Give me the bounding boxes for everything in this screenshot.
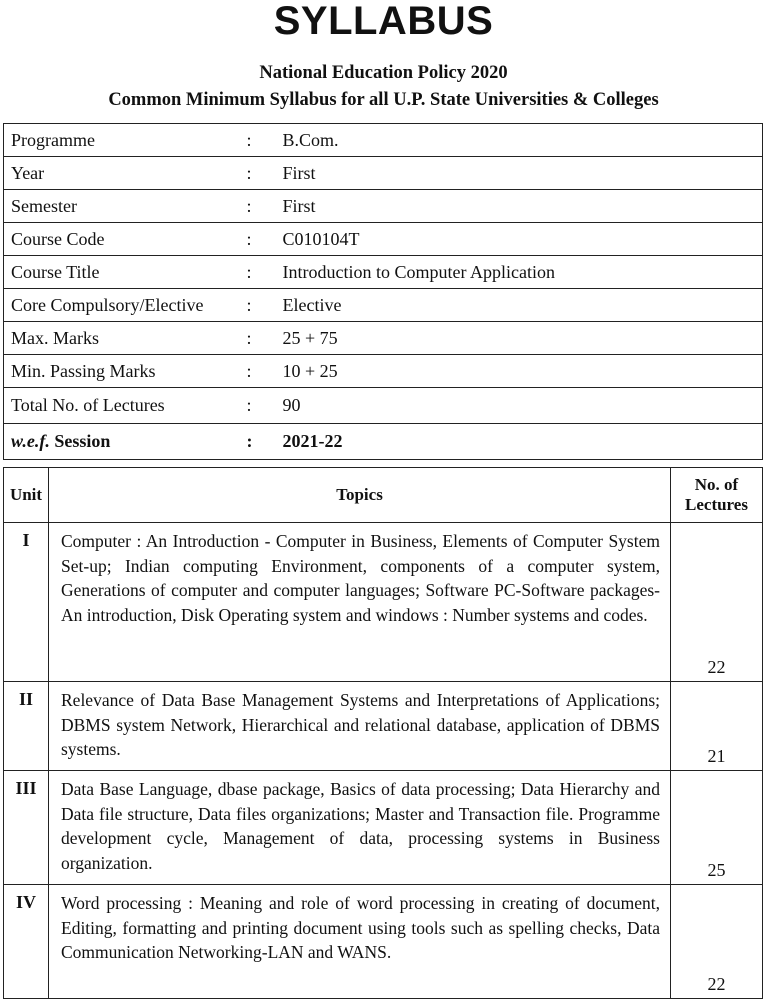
unit-number: I	[4, 523, 49, 682]
info-label: Max. Marks	[4, 322, 243, 355]
unit-number: II	[4, 682, 49, 771]
info-value: 10 + 25	[276, 355, 763, 388]
policy-subtitle: National Education Policy 2020	[259, 63, 508, 83]
info-value: First	[276, 157, 763, 190]
info-row-max-marks	[4, 322, 763, 355]
unit-lectures: 22	[671, 523, 763, 682]
unit-topics: Word processing : Meaning and role of word processing in creating of document, Editing, formatting and printing document using tools such as spelling checks, Data Communication Networking-LAN and WANS.	[49, 885, 671, 999]
info-label: Min. Passing Marks	[4, 355, 243, 388]
unit-number: III	[4, 771, 49, 885]
course-info-table	[3, 123, 763, 460]
info-separator: :	[243, 190, 276, 223]
info-label: Course Code	[4, 223, 243, 256]
info-value: 2021-22	[276, 424, 763, 460]
info-row-year	[4, 157, 763, 190]
unit-topics: Relevance of Data Base Management Systems and Interpretations of Applications; DBMS system Network, Hierarchical and relational database, application of DBMS systems.	[49, 682, 671, 771]
unit-topics: Data Base Language, dbase package, Basics of data processing; Data Hierarchy and Data file structure, Data files organizations; Master and Transaction file. Programme development cycle, Management of data, processing systems in Business organization.	[49, 771, 671, 885]
info-row-total-lectures	[4, 388, 763, 424]
units-table	[3, 467, 763, 999]
table-row	[4, 771, 763, 885]
info-row-min-passing-marks	[4, 355, 763, 388]
info-value: 25 + 75	[276, 322, 763, 355]
info-row-course-title	[4, 256, 763, 289]
unit-lectures: 21	[671, 682, 763, 771]
table-row	[4, 885, 763, 999]
unit-lectures: 25	[671, 771, 763, 885]
unit-header: Unit	[4, 468, 49, 523]
info-label: Year	[4, 157, 243, 190]
info-label: Total No. of Lectures	[4, 388, 243, 424]
info-separator: :	[243, 223, 276, 256]
info-separator: :	[243, 124, 276, 157]
info-separator: :	[243, 256, 276, 289]
units-header-row	[4, 468, 763, 523]
topics-header: Topics	[49, 468, 671, 523]
info-separator: :	[243, 424, 276, 460]
info-separator: :	[243, 388, 276, 424]
info-row-course-code	[4, 223, 763, 256]
session-label: Session	[54, 431, 111, 451]
info-row-semester	[4, 190, 763, 223]
unit-number: IV	[4, 885, 49, 999]
syllabus-subtitle: Common Minimum Syllabus for all U.P. State Universities & Colleges	[108, 90, 659, 110]
info-value: First	[276, 190, 763, 223]
unit-lectures: 22	[671, 885, 763, 999]
info-label: Course Title	[4, 256, 243, 289]
info-row-session	[4, 424, 763, 460]
wef-label: w.e.f.	[11, 431, 50, 451]
info-value: Introduction to Computer Application	[276, 256, 763, 289]
info-row-core-elective	[4, 289, 763, 322]
table-row	[4, 682, 763, 771]
info-row-programme	[4, 124, 763, 157]
info-label	[4, 424, 243, 460]
info-separator: :	[243, 322, 276, 355]
info-separator: :	[243, 157, 276, 190]
info-label: Programme	[4, 124, 243, 157]
table-row	[4, 523, 763, 682]
lectures-header: No. of Lectures	[671, 468, 763, 523]
info-value: B.Com.	[276, 124, 763, 157]
info-value: Elective	[276, 289, 763, 322]
info-value: 90	[276, 388, 763, 424]
info-label: Core Compulsory/Elective	[4, 289, 243, 322]
info-separator: :	[243, 289, 276, 322]
info-value: C010104T	[276, 223, 763, 256]
unit-topics: Computer : An Introduction - Computer in Business, Elements of Computer System Set-up; Indian computing Environment, components of a computer system, Generations of computer and computer languages; Software PC-Software packages-An introduction, Disk Operating system and windows : Number systems and codes.	[49, 523, 671, 682]
info-label: Semester	[4, 190, 243, 223]
info-separator: :	[243, 355, 276, 388]
page-title: SYLLABUS	[273, 0, 494, 43]
